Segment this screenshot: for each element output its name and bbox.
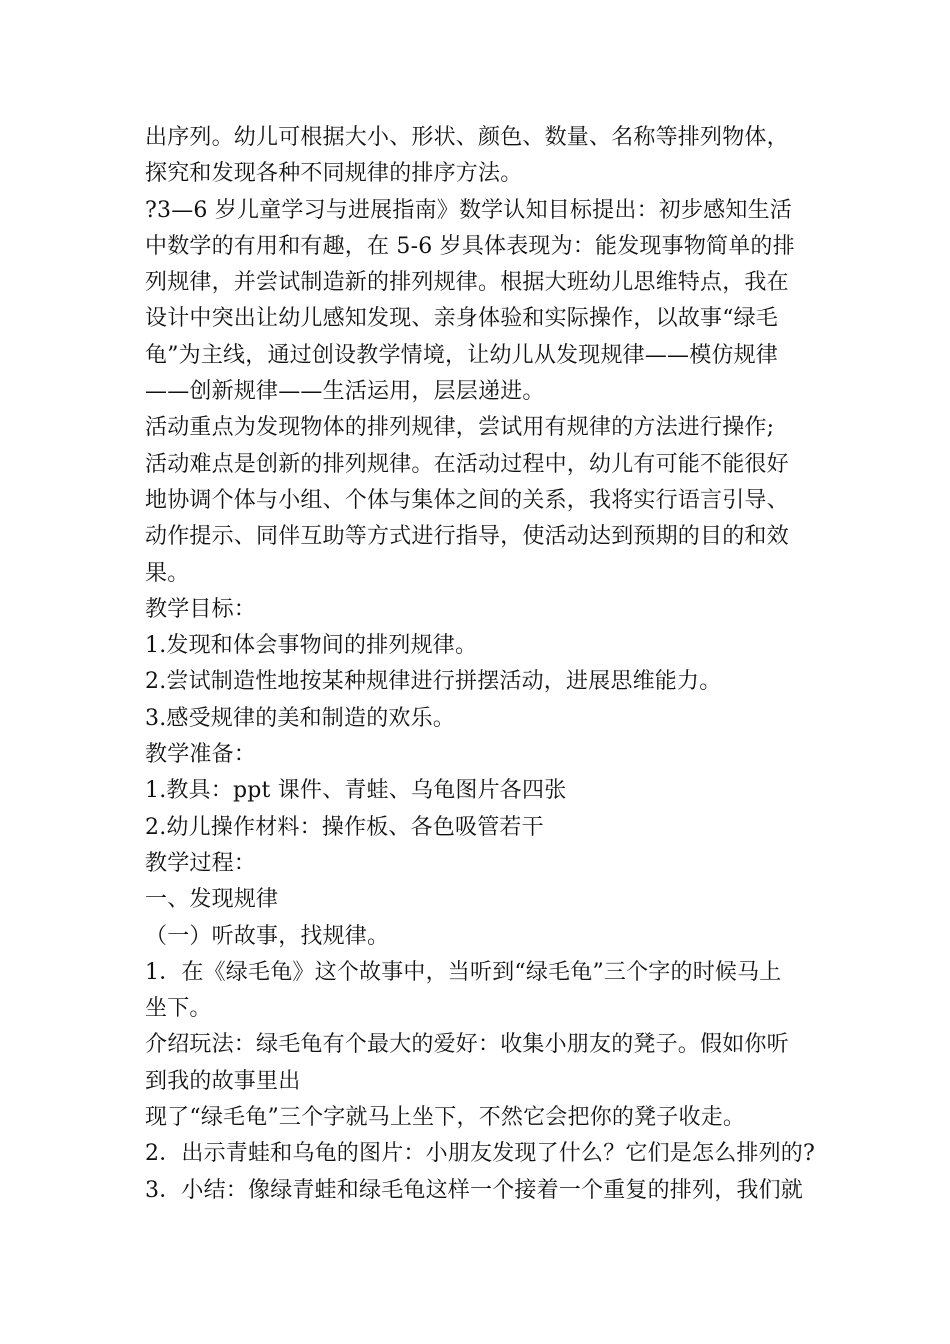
section-heading: 教学目标： bbox=[145, 596, 257, 622]
text-line: 列规律，并尝试制造新的排列规律。根据大班幼儿思维特点，我在 bbox=[145, 270, 789, 296]
text-line: 地协调个体与小组、个体与集体之间的关系，我将实行语言引导、 bbox=[145, 487, 789, 513]
list-item: 2.尝试制造性地按某种规律进行拼摆活动，进展思维能力。 bbox=[145, 669, 722, 695]
subsection-heading: （一）听故事，找规律。 bbox=[145, 923, 390, 949]
text-line: 设计中突出让幼儿感知发现、亲身体验和实际操作，以故事“绿毛 bbox=[145, 306, 779, 332]
text-line: 中数学的有用和有趣，在 5-6 岁具体表现为：能发现事物简单的排 bbox=[145, 233, 795, 259]
list-item: 3.感受规律的美和制造的欢乐。 bbox=[145, 705, 455, 731]
list-item: 1.教具：ppt 课件、青蛙、乌龟图片各四张 bbox=[145, 778, 567, 804]
text-line: 到我的故事里出 bbox=[145, 1068, 301, 1094]
list-item: 1.发现和体会事物间的排列规律。 bbox=[145, 633, 478, 659]
text-line: 介绍玩法：绿毛龟有个最大的爱好：收集小朋友的凳子。假如你听 bbox=[145, 1032, 789, 1058]
text-line: 龟”为主线，通过创设教学情境，让幼儿从发现规律——模仿规律 bbox=[145, 342, 779, 368]
section-heading: 教学准备： bbox=[145, 742, 257, 768]
text-line: 1．在《绿毛龟》这个故事中，当听到“绿毛龟”三个字的时候马上 bbox=[145, 959, 782, 985]
subsection-heading: 一、发现规律 bbox=[145, 887, 279, 913]
text-line: 3．小结：像绿青蛙和绿毛龟这样一个接着一个重复的排列，我们就 bbox=[145, 1177, 803, 1203]
document-body bbox=[145, 120, 825, 1209]
text-line: 动作提示、同伴互助等方式进行指导，使活动达到预期的目的和效 bbox=[145, 524, 789, 550]
text-line: 现了“绿毛龟”三个字就马上坐下，不然它会把你的凳子收走。 bbox=[145, 1105, 746, 1131]
text-line: 活动重点为发现物体的排列规律，尝试用有规律的方法进行操作; bbox=[145, 415, 775, 441]
text-line: 坐下。 bbox=[145, 996, 212, 1022]
text-line: 2．出示青蛙和乌龟的图片：小朋友发现了什么？它们是怎么排列的? bbox=[145, 1141, 815, 1167]
text-line: 出序列。幼儿可根据大小、形状、颜色、数量、名称等排列物体， bbox=[145, 125, 789, 150]
text-line: 探究和发现各种不同规律的排序方法。 bbox=[145, 161, 523, 187]
text-line: ——创新规律——生活运用，层层递进。 bbox=[145, 379, 545, 405]
text-line: 活动难点是创新的排列规律。在活动过程中，幼儿有可能不能很好 bbox=[145, 451, 789, 477]
text-line: ?3—6 岁儿童学习与进展指南》数学认知目标提出：初步感知生活 bbox=[145, 197, 792, 223]
text-line: 果。 bbox=[145, 560, 190, 586]
section-heading: 教学过程： bbox=[145, 850, 257, 876]
list-item: 2.幼儿操作材料：操作板、各色吸管若干 bbox=[145, 814, 544, 840]
